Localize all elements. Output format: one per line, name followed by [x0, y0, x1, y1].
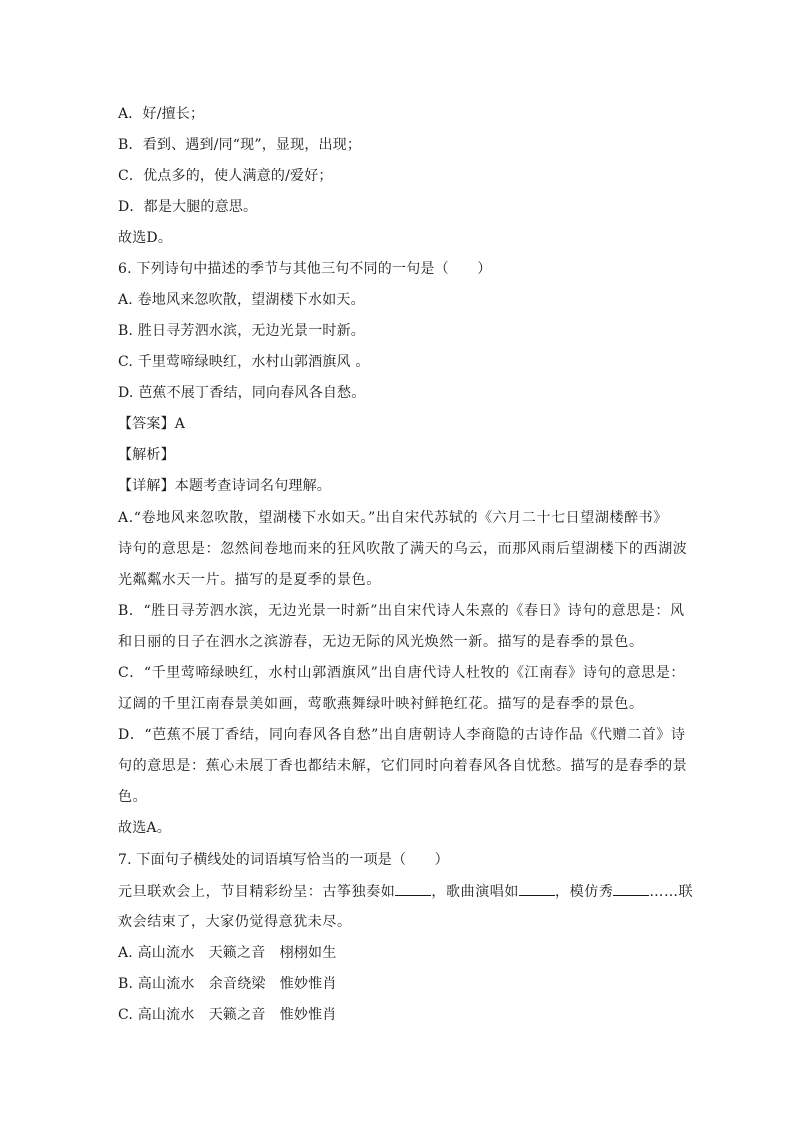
explanation-d-line-3: 色。	[118, 789, 148, 805]
explanation-d-line-2: 句的意思是：蕉心未展丁香也都结未解，它们同时向着春风各自忧愁。描写的是春季的景	[118, 758, 688, 774]
explanation-a-line-2: 诗句的意思是：忽然间卷地而来的狂风吹散了满天的乌云，而那风雨后望湖楼下的西湖波	[118, 541, 688, 557]
question-7-sentence-line-1	[118, 881, 694, 902]
question-6-stem: 6. 下列诗句中描述的季节与其他三句不同的一句是（ ）	[118, 261, 492, 277]
question-6-option-a: A. 卷地风来忽吹散，望湖楼下水如天。	[118, 292, 365, 308]
sentence-part-1: 元旦联欢会上，节目精彩纷呈：古筝独奏如	[118, 884, 396, 900]
question-7-option-c: C. 高山流水 天籁之音 惟妙惟肖	[118, 1007, 337, 1023]
answer-choice: 故选D。	[118, 230, 173, 246]
question-6-option-d: D. 芭蕉不展丁香结，同向春风各自愁。	[118, 385, 366, 401]
blank-2	[519, 881, 555, 896]
question-7-option-a: A. 高山流水 天籁之音 栩栩如生	[118, 945, 337, 961]
explanation-option-a: A．好/擅长；	[118, 106, 205, 122]
explanation-option-c: C．优点多的，使人满意的/爱好；	[118, 168, 333, 184]
question-6-option-b: B. 胜日寻芳泗水滨，无边光景一时新。	[118, 323, 365, 339]
explanation-d-line-1: D．“芭蕉不展丁香结，同向春风各自愁”出自唐朝诗人李商隐的古诗作品《代赠二首》诗	[118, 727, 686, 743]
sentence-part-3: ，模仿秀	[555, 884, 614, 900]
blank-1	[395, 881, 431, 896]
question-7-stem: 7. 下面句子横线处的词语填写恰当的一项是（ ）	[118, 852, 449, 868]
explanation-c-line-2: 辽阔的千里江南春景美如画，莺歌燕舞绿叶映衬鲜艳红花。描写的是春季的景色。	[118, 696, 644, 712]
question-7-option-b: B. 高山流水 余音绕梁 惟妙惟肖	[118, 976, 337, 992]
explanation-a-line-1: A.“卷地风来忽吹散，望湖楼下水如天。”出自宋代苏轼的《六月二十七日望湖楼醉书》	[118, 510, 668, 526]
analysis-label: 【解析】	[118, 447, 175, 463]
explanation-b-line-2: 和日丽的日子在泗水之滨游春，无边无际的风光焕然一新。描写的是春季的景色。	[118, 634, 644, 650]
detailed-explanation-label: 【详解】本题考查诗词名句理解。	[118, 478, 331, 494]
explanation-option-d: D．都是大腿的意思。	[118, 199, 258, 215]
sentence-part-4: ……联	[649, 884, 694, 900]
question-7-sentence-line-2: 欢会结束了，大家仍觉得意犹未尽。	[118, 914, 352, 930]
answer-label: 【答案】A	[118, 416, 186, 432]
explanation-b-line-1: B．“胜日寻芳泗水滨，无边光景一时新”出自宋代诗人朱熹的《春日》诗句的意思是：风	[118, 603, 685, 619]
explanation-option-b: B．看到、遇到/同“现”，显现，出现；	[118, 137, 362, 153]
explanation-a-line-3: 光粼粼水天一片。描写的是夏季的景色。	[118, 572, 381, 588]
sentence-part-2: ，歌曲演唱如	[431, 884, 520, 900]
answer-choice-6: 故选A。	[118, 820, 171, 836]
blank-3	[613, 881, 649, 896]
question-6-option-c: C. 千里莺啼绿映红，水村山郭酒旗风 。	[118, 354, 370, 370]
explanation-c-line-1: C．“千里莺啼绿映红，水村山郭酒旗风”出自唐代诗人杜牧的《江南春》诗句的意思是：	[118, 665, 686, 681]
